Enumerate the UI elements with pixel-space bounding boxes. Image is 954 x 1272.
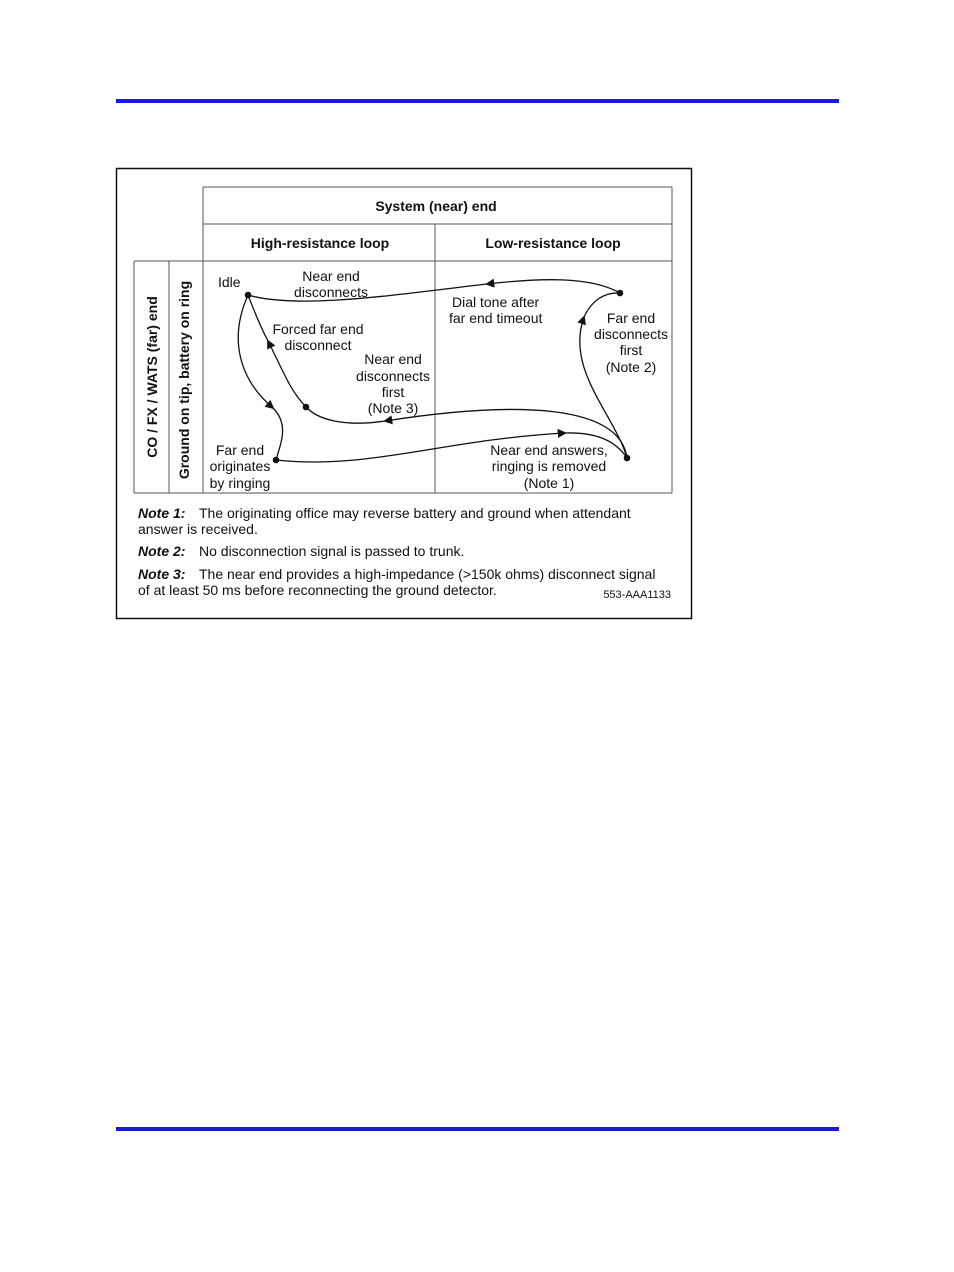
svg-text:No disconnection signal is pas: No disconnection signal is passed to trunk.: [199, 543, 465, 559]
label-near-end-disconnects-first: [356, 351, 430, 416]
svg-text:first: first: [619, 342, 643, 358]
column-high-resistance: High-resistance loop: [250, 235, 390, 251]
notes: [138, 505, 655, 598]
figure-id: 553-AAA1133: [603, 589, 671, 601]
svg-text:first: first: [381, 384, 405, 400]
svg-text:Near end: Near end: [364, 351, 422, 367]
note-2: [138, 543, 464, 559]
svg-text:Note 2:: Note 2:: [138, 543, 186, 559]
svg-text:Far end: Far end: [606, 310, 656, 326]
label-idle: Idle: [218, 274, 241, 290]
state-dot-far-end-originates: [273, 457, 280, 464]
label-far-end-disconnects-first: [594, 310, 668, 375]
svg-text:by ringing: by ringing: [209, 475, 271, 491]
transition-curves: [238, 280, 627, 462]
system-near-end-header: System (near) end: [375, 198, 497, 214]
label-forced-far-end-disconnect: [272, 321, 363, 353]
curve-dial-tone: [487, 280, 620, 293]
note-3: [138, 566, 655, 598]
svg-text:Far end: Far end: [215, 442, 265, 458]
curve-idle-to-far-end: [238, 295, 273, 408]
curve-idle-to-far-end-tail: [273, 408, 283, 460]
state-dot-far-end-disconnect: [617, 290, 624, 297]
state-dot-near-end-disconnect: [303, 404, 310, 411]
label-near-end-disconnects: [294, 268, 368, 300]
note-1: [138, 505, 631, 537]
svg-text:Near end answers,: Near end answers,: [490, 442, 608, 458]
label-far-end-originates: [210, 442, 271, 491]
svg-text:(Note 3): (Note 3): [367, 400, 419, 416]
svg-text:The originating office may rev: The originating office may reverse battery and ground when attendant: [199, 505, 631, 521]
svg-text:disconnect: disconnect: [284, 337, 352, 353]
svg-text:(Note 1): (Note 1): [523, 475, 575, 491]
column-low-resistance: Low-resistance loop: [485, 235, 621, 251]
curve-forced-disconnect-tail: [248, 295, 268, 341]
svg-text:ringing is removed: ringing is removed: [491, 458, 607, 474]
svg-text:disconnects: disconnects: [356, 368, 430, 384]
label-near-end-answers: [490, 442, 608, 491]
svg-text:of at least 50 ms before recon: of at least 50 ms before reconnecting the ground detector.: [138, 582, 497, 598]
label-dial-tone: [449, 294, 542, 326]
svg-text:far end timeout: far end timeout: [449, 310, 543, 326]
svg-text:Forced far end: Forced far end: [272, 321, 364, 337]
svg-text:disconnects: disconnects: [294, 284, 368, 300]
svg-text:Note 3:: Note 3:: [138, 566, 186, 582]
state-dot-near-end-answers: [624, 455, 631, 462]
svg-text:Note 1:: Note 1:: [138, 505, 186, 521]
state-dot-idle: [245, 292, 252, 299]
svg-text:originates: originates: [209, 458, 271, 474]
row-label-far-end: CO / FX / WATS (far) end: [144, 296, 160, 458]
svg-text:disconnects: disconnects: [594, 326, 668, 342]
svg-text:Near end: Near end: [302, 268, 360, 284]
svg-text:Dial tone after: Dial tone after: [452, 294, 540, 310]
svg-text:(Note 2): (Note 2): [605, 359, 657, 375]
footer-rule: [116, 1127, 839, 1131]
row-label-ground-battery: Ground on tip, battery on ring: [176, 280, 192, 480]
svg-text:answer is received.: answer is received.: [138, 521, 258, 537]
svg-text:The near end provides a high-i: The near end provides a high-impedance (>150k ohms) disconnect signal: [199, 566, 656, 582]
